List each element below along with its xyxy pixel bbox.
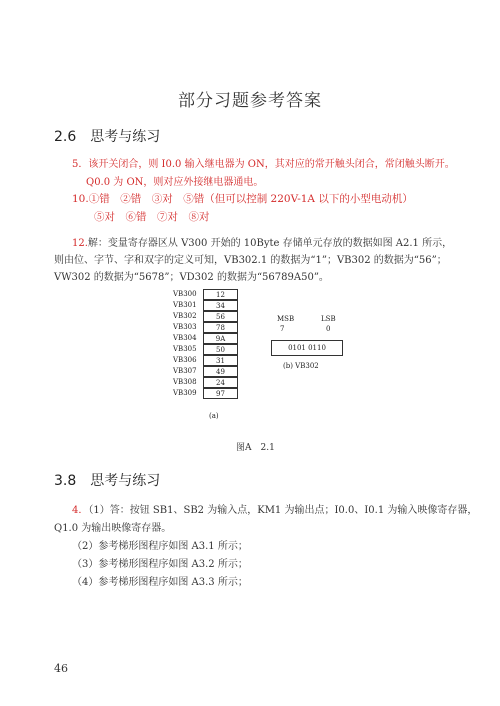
vb302-bits-box: 0101 0110 bbox=[271, 340, 343, 356]
answer-12-paragraph bbox=[54, 235, 464, 286]
page-title: 部分习题参考答案 bbox=[178, 91, 322, 111]
answer-4-line1: 4．（1）答：按钮 SB1、SB2 为输入点，KM1 为输出点；I0.0、I0.1 为输入映像寄存器， bbox=[72, 505, 478, 516]
register-cell: 12 bbox=[203, 289, 238, 300]
register-cell: 50 bbox=[203, 344, 238, 355]
register-cell: 24 bbox=[203, 377, 238, 388]
answer-4-part4: （4）参考梯形图程序如图 A3.3 所示； bbox=[72, 577, 248, 588]
register-label: VB303 bbox=[173, 323, 197, 331]
register-cell: 78 bbox=[203, 322, 238, 333]
register-cell: 49 bbox=[203, 366, 238, 377]
answer-5-line2: Q0.0 为 ON，则对应外接继电器通电。 bbox=[86, 177, 264, 188]
answer-12-text: 解：变量寄存器区从 V300 开始的 10Byte 存储单元存放的数据如图 A2.1 所示， 则由位、字节、字和双字的定义可知，VB302.1 的数据为“1”；VB302 的数据为“56”；VW302 的数据为“5678”；VD302 的数据为“56789A50”。 bbox=[54, 238, 458, 283]
register-label: VB309 bbox=[173, 389, 197, 397]
page-number: 46 bbox=[54, 662, 68, 675]
figure-caption: 图A 2.1 bbox=[236, 443, 275, 453]
section-heading-3-8: 3.8 思考与练习 bbox=[54, 473, 161, 489]
register-label: VB302 bbox=[173, 312, 197, 320]
register-label: VB307 bbox=[173, 367, 197, 375]
bit7-label: 7 bbox=[280, 325, 285, 333]
register-label: VB304 bbox=[173, 334, 197, 342]
diagram-label-b: (b) VB302 bbox=[283, 362, 319, 370]
register-cell: 56 bbox=[203, 311, 238, 322]
register-cell: 31 bbox=[203, 355, 238, 366]
answer-4-text: （1）答：按钮 SB1、SB2 为输入点，KM1 为输出点；I0.0、I0.1 为输入映像寄存器， bbox=[88, 505, 478, 516]
register-cell: 34 bbox=[203, 300, 238, 311]
answer-12-number: 12. bbox=[72, 238, 88, 249]
answer-10-line1: 10.①错 ②错 ③对 ⑤错（但可以控制 220V-1A 以下的小型电动机） bbox=[72, 193, 413, 205]
register-label: VB305 bbox=[173, 345, 197, 353]
register-label: VB301 bbox=[173, 301, 197, 309]
msb-label: MSB bbox=[277, 315, 295, 323]
register-cell: 97 bbox=[203, 388, 238, 399]
section-heading-2-6: 2.6 思考与练习 bbox=[54, 129, 161, 145]
answer-10-line2: ⑤对 ⑥错 ⑦对 ⑧对 bbox=[94, 211, 210, 223]
answer-4-part2: （2）参考梯形图程序如图 A3.1 所示； bbox=[72, 541, 248, 552]
bit0-label: 0 bbox=[326, 325, 331, 333]
answer-4-part3: （3）参考梯形图程序如图 A3.2 所示； bbox=[72, 559, 248, 570]
answer-4-line2: Q1.0 为输出映像寄存器。 bbox=[54, 523, 172, 534]
register-label: VB306 bbox=[173, 356, 197, 364]
register-label: VB300 bbox=[173, 290, 197, 298]
register-cell: 9A bbox=[203, 333, 238, 344]
diagram-label-a: (a) bbox=[209, 412, 219, 420]
lsb-label: LSB bbox=[321, 315, 336, 323]
answer-5-line1: 5．该开关闭合，则 I0.0 输入继电器为 ON，其对应的常开触头闭合，常闭触头断开。 bbox=[72, 159, 455, 170]
register-label: VB308 bbox=[173, 378, 197, 386]
